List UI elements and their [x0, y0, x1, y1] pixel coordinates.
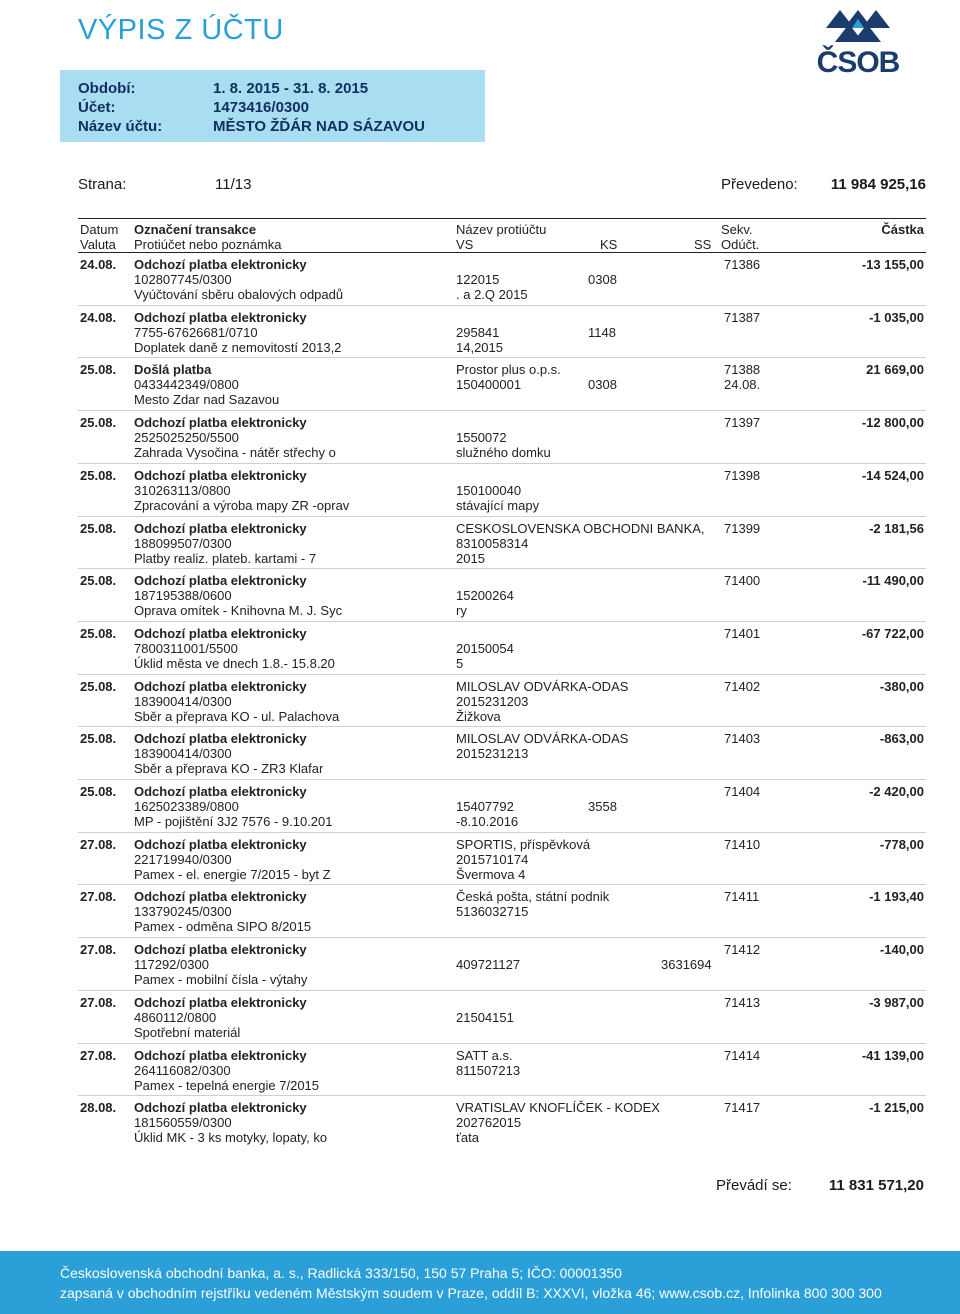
cell-amount: -14 524,00: [861, 467, 924, 483]
cell-name2: 15407792: [456, 799, 514, 814]
cell-date: 27.08.: [80, 994, 117, 1010]
cell-seq: 71398: [724, 467, 761, 483]
table-row: [0, 995, 960, 1048]
cell-note: Úklid MK - 3 ks motyky, lopaty, ko: [134, 1130, 328, 1146]
cell-type: Došlá platba: [134, 362, 212, 378]
cell-account: 2525025250/5500: [134, 430, 239, 446]
cell-seq: 71404: [724, 784, 761, 799]
transfer-value: 11 984 925,16: [830, 176, 926, 193]
cell-type: Odchozí platba elektronicky: [134, 784, 307, 799]
cell-date: 25.08.: [80, 678, 117, 694]
cell-type: Odchozí platba elektronicky: [134, 678, 307, 694]
col-seq: Sekv.: [721, 222, 753, 237]
cell-seq2: 24.08.: [724, 377, 761, 393]
table-row: [0, 310, 960, 363]
cell-name3: služného domku: [456, 445, 551, 461]
col-date: Datum: [80, 222, 119, 237]
row-separator: [78, 621, 926, 622]
cell-type: Odchozí platba elektronicky: [134, 467, 307, 483]
cell-account: 310263113/0800: [134, 482, 231, 498]
cell-date: 27.08.: [80, 836, 117, 852]
cell-name3: . a 2.Q 2015: [456, 287, 528, 302]
cell-amount: -380,00: [879, 678, 924, 694]
col-vs: VS: [456, 237, 474, 252]
cell-note: Oprava omítek - Knihovna M. J. Syc: [134, 603, 343, 619]
row-separator: [78, 832, 926, 833]
col-ss: SS: [694, 237, 712, 252]
cell-type: Odchozí platba elektronicky: [134, 257, 307, 272]
table-row: [0, 415, 960, 468]
cell-date: 27.08.: [80, 889, 117, 905]
cell-date: 27.08.: [80, 942, 117, 958]
cell-seq: 71386: [724, 257, 761, 272]
cell-amount: -1 035,00: [869, 309, 924, 325]
cell-name3: ťata: [456, 1130, 479, 1146]
cell-note: MP - pojištění 3J2 7576 - 9.10.201: [134, 814, 333, 829]
cell-note: Zpracování a výroba mapy ZR -oprav: [134, 497, 350, 513]
info-value: MĚSTO ŽĎÁR NAD SÁZAVOU: [213, 118, 425, 135]
col-value-date: Valuta: [80, 237, 116, 252]
row-separator: [78, 674, 926, 675]
cell-account: 181560559/0300: [134, 1115, 232, 1131]
cell-note: Pamex - odměna SIPO 8/2015: [134, 919, 312, 935]
cell-amount: -11 490,00: [862, 573, 924, 589]
col-designation: Označení transakce: [134, 222, 257, 237]
cell-note: Zahrada Vysočina - nátěr střechy o: [134, 445, 336, 461]
table-row: [0, 731, 960, 784]
table-row: [0, 257, 960, 310]
csob-logo-text: ČSOB: [816, 46, 900, 79]
cell-amount: -13 155,00: [861, 257, 924, 272]
cell-type: Odchozí platba elektronicky: [134, 731, 307, 747]
table-row: [0, 837, 960, 890]
info-value: 1473416/0300: [213, 99, 309, 116]
cell-seq: 71410: [724, 836, 761, 852]
cell-amount: 21 669,00: [866, 362, 924, 378]
row-separator: [78, 410, 926, 411]
table-row: [0, 521, 960, 574]
cell-name3: ry: [456, 603, 467, 619]
cell-account: 221719940/0300: [134, 851, 232, 867]
col-amount: Částka: [881, 222, 924, 237]
cell-amount: -1 193,40: [869, 889, 924, 905]
cell-date: 25.08.: [80, 625, 117, 641]
cell-amount: -67 722,00: [861, 625, 924, 641]
cell-name2: 5136032715: [456, 904, 529, 920]
info-account-name: [78, 118, 425, 135]
table-row: [0, 468, 960, 521]
cell-account: 0433442349/0800: [134, 377, 239, 393]
row-separator: [78, 463, 926, 464]
cell-note: Pamex - tepelná energie 7/2015: [134, 1077, 320, 1093]
cell-type: Odchozí platba elektronicky: [134, 994, 307, 1010]
account-info-box: [60, 70, 485, 142]
cell-name2: 1550072: [456, 430, 507, 446]
cell-name2: 2015231213: [456, 746, 529, 762]
totals-value: 11 831 571,20: [828, 1177, 924, 1194]
cell-seq: 71399: [724, 520, 761, 536]
cell-type: Odchozí platba elektronicky: [134, 836, 307, 852]
cell-account: 183900414/0300: [134, 693, 232, 709]
table-row: [0, 626, 960, 679]
cell-name2: 811507213: [456, 1062, 521, 1078]
cell-date: 25.08.: [80, 731, 117, 747]
page-label: Strana:: [78, 176, 127, 193]
cell-amount: -863,00: [879, 731, 924, 747]
cell-type: Odchozí platba elektronicky: [134, 1047, 307, 1063]
row-separator: [78, 568, 926, 569]
cell-name3: Švermova 4: [456, 866, 526, 882]
cell-note: Vyúčtování sběru obalových odpadů: [134, 287, 344, 302]
cell-seq: 71417: [724, 1100, 761, 1116]
cell-amount: -12 800,00: [861, 415, 924, 431]
cell-date: 25.08.: [80, 520, 117, 536]
row-separator: [78, 516, 926, 517]
info-account: [78, 99, 309, 116]
transfer-label: Převedeno:: [721, 176, 798, 193]
table-row: [0, 1048, 960, 1101]
cell-ks: 0308: [588, 272, 617, 287]
csob-logo: [810, 6, 906, 80]
cell-date: 25.08.: [80, 362, 117, 378]
cell-type: Odchozí platba elektronicky: [134, 625, 307, 641]
cell-note: Pamex - el. energie 7/2015 - byt Z: [134, 866, 331, 882]
cell-type: Odchozí platba elektronicky: [134, 573, 307, 589]
cell-name1: MILOSLAV ODVÁRKA-ODAS: [456, 678, 629, 694]
cell-name2: 2015710174: [456, 851, 529, 867]
cell-name3: stávající mapy: [456, 497, 540, 513]
header-bottom-rule: [78, 252, 926, 253]
table-row: [0, 889, 960, 942]
cell-account: 264116082/0300: [134, 1062, 231, 1078]
cell-name2: 8310058314: [456, 535, 529, 551]
cell-type: Odchozí platba elektronicky: [134, 415, 307, 431]
footer-line-2: zapsaná v obchodním rejstříku vedeném Městským soudem v Praze, oddíl B: XXXVI, vložka 46; www.csob.cz, Infolinka 800 300 300: [60, 1285, 882, 1301]
page-title: VÝPIS Z ÚČTU: [78, 14, 284, 46]
cell-date: 25.08.: [80, 415, 117, 431]
cell-date: 24.08.: [80, 309, 117, 325]
cell-amount: -41 139,00: [861, 1047, 924, 1063]
cell-account: 4860112/0800: [134, 1009, 217, 1025]
row-separator: [78, 884, 926, 885]
cell-note: Spotřební materiál: [134, 1024, 241, 1040]
col-deducted: Odúčt.: [721, 237, 760, 252]
header-top-rule: [78, 218, 926, 219]
cell-date: 25.08.: [80, 467, 117, 483]
cell-name2: 202762015: [456, 1115, 522, 1131]
cell-amount: -2 181,56: [869, 520, 924, 536]
cell-name2: 20150054: [456, 640, 514, 656]
cell-date: 28.08.: [80, 1100, 117, 1116]
csob-logo-mark: [810, 6, 906, 46]
table-row: [0, 784, 960, 837]
cell-note: Sběr a přeprava KO - ul. Palachova: [134, 708, 340, 724]
cell-name2: 150100040: [456, 482, 522, 498]
cell-name1: VRATISLAV KNOFLÍČEK - KODEX: [456, 1100, 660, 1116]
col-counter-account: Protiúčet nebo poznámka: [134, 237, 282, 252]
cell-ks: 0308: [588, 377, 617, 393]
cell-seq: 71401: [724, 625, 761, 641]
row-separator: [78, 990, 926, 991]
cell-seq: 71413: [724, 994, 761, 1010]
row-separator: [78, 357, 926, 358]
cell-ks: 1148: [588, 324, 616, 340]
cell-date: 25.08.: [80, 784, 117, 799]
cell-note: Platby realiz. plateb. kartami - 7: [134, 550, 317, 566]
cell-name1: Prostor plus o.p.s.: [456, 362, 561, 378]
footer-line-1: Československá obchodní banka, a. s., Radlická 333/150, 150 57 Praha 5; IČO: 00001350: [60, 1265, 622, 1281]
cell-account: 183900414/0300: [134, 746, 232, 762]
cell-type: Odchozí platba elektronicky: [134, 942, 307, 958]
table-row: [0, 573, 960, 626]
cell-seq: 71412: [724, 942, 761, 958]
row-separator: [78, 726, 926, 727]
cell-seq: 71400: [724, 573, 761, 589]
row-separator: [78, 305, 926, 306]
cell-name2: 150400001: [456, 377, 522, 393]
cell-type: Odchozí platba elektronicky: [134, 889, 307, 905]
cell-name3: 14,2015: [456, 339, 503, 355]
page-value: 11/13: [215, 176, 252, 193]
cell-account: 102807745/0300: [134, 272, 232, 287]
cell-note: Pamex - mobilní čísla - výtahy: [134, 972, 308, 988]
cell-name2: 409721127: [456, 957, 521, 973]
cell-amount: -3 987,00: [869, 994, 924, 1010]
cell-name1: Česká pošta, státní podnik: [456, 889, 610, 905]
cell-name3: -8.10.2016: [456, 814, 519, 829]
cell-account: 117292/0300: [134, 957, 209, 973]
table-row: [0, 679, 960, 732]
cell-note: Sběr a přeprava KO - ZR3 Klafar: [134, 761, 324, 777]
row-separator: [78, 779, 926, 780]
cell-account: 188099507/0300: [134, 535, 232, 551]
cell-ss: 3631694: [661, 957, 712, 973]
totals-label: Převádí se:: [716, 1177, 792, 1194]
col-ks: KS: [600, 237, 618, 252]
cell-seq: 71402: [724, 678, 761, 694]
cell-date: 27.08.: [80, 1047, 117, 1063]
cell-name1: SPORTIS, příspěvková: [456, 836, 591, 852]
row-separator: [78, 1043, 926, 1044]
info-label: Účet:: [78, 99, 116, 116]
cell-name1: MILOSLAV ODVÁRKA-ODAS: [456, 731, 629, 747]
cell-name3: 2015: [456, 550, 485, 566]
cell-name1: CESKOSLOVENSKA OBCHODNI BANKA,: [456, 520, 705, 536]
cell-name3: Žižkova: [456, 708, 501, 724]
cell-note: Úklid města ve dnech 1.8.- 15.8.20: [134, 655, 335, 671]
cell-amount: -140,00: [879, 942, 924, 958]
cell-name2: 21504151: [456, 1009, 514, 1025]
cell-name2: 295841: [456, 324, 500, 340]
cell-amount: -1 215,00: [869, 1100, 924, 1116]
cell-note: Mesto Zdar nad Sazavou: [134, 392, 280, 408]
col-counter-name: Název protiúčtu: [456, 222, 547, 237]
table-row: [0, 1100, 960, 1153]
row-separator: [78, 937, 926, 938]
cell-account: 133790245/0300: [134, 904, 232, 920]
cell-seq: 71388: [724, 362, 761, 378]
cell-type: Odchozí platba elektronicky: [134, 520, 307, 536]
cell-ks: 3558: [588, 799, 617, 814]
cell-type: Odchozí platba elektronicky: [134, 1100, 307, 1116]
info-value: 1. 8. 2015 - 31. 8. 2015: [213, 80, 369, 97]
info-period: [78, 80, 368, 97]
cell-name2: 122015: [456, 272, 500, 287]
cell-seq: 71403: [724, 731, 761, 747]
table-row: [0, 362, 960, 415]
cell-date: 25.08.: [80, 573, 117, 589]
info-label: Období:: [78, 80, 136, 97]
cell-name3: 5: [456, 655, 464, 671]
row-separator: [78, 1095, 926, 1096]
cell-date: 24.08.: [80, 257, 117, 272]
cell-type: Odchozí platba elektronicky: [134, 309, 307, 325]
cell-amount: -778,00: [879, 836, 924, 852]
info-label: Název účtu:: [78, 118, 163, 135]
cell-name1: SATT a.s.: [456, 1047, 513, 1063]
cell-account: 187195388/0600: [134, 588, 232, 604]
cell-amount: -2 420,00: [869, 784, 924, 799]
cell-account: 7800311001/5500: [134, 640, 238, 656]
footer-bar: [0, 1251, 960, 1314]
cell-seq: 71414: [724, 1047, 761, 1063]
cell-name2: 2015231203: [456, 693, 529, 709]
cell-seq: 71387: [724, 309, 761, 325]
cell-account: 7755-67626681/0710: [134, 324, 258, 340]
cell-seq: 71397: [724, 415, 761, 431]
cell-seq: 71411: [724, 889, 760, 905]
table-row: [0, 942, 960, 995]
cell-name2: 15200264: [456, 588, 514, 604]
cell-account: 1625023389/0800: [134, 799, 239, 814]
cell-note: Doplatek daně z nemovitostí 2013,2: [134, 339, 342, 355]
